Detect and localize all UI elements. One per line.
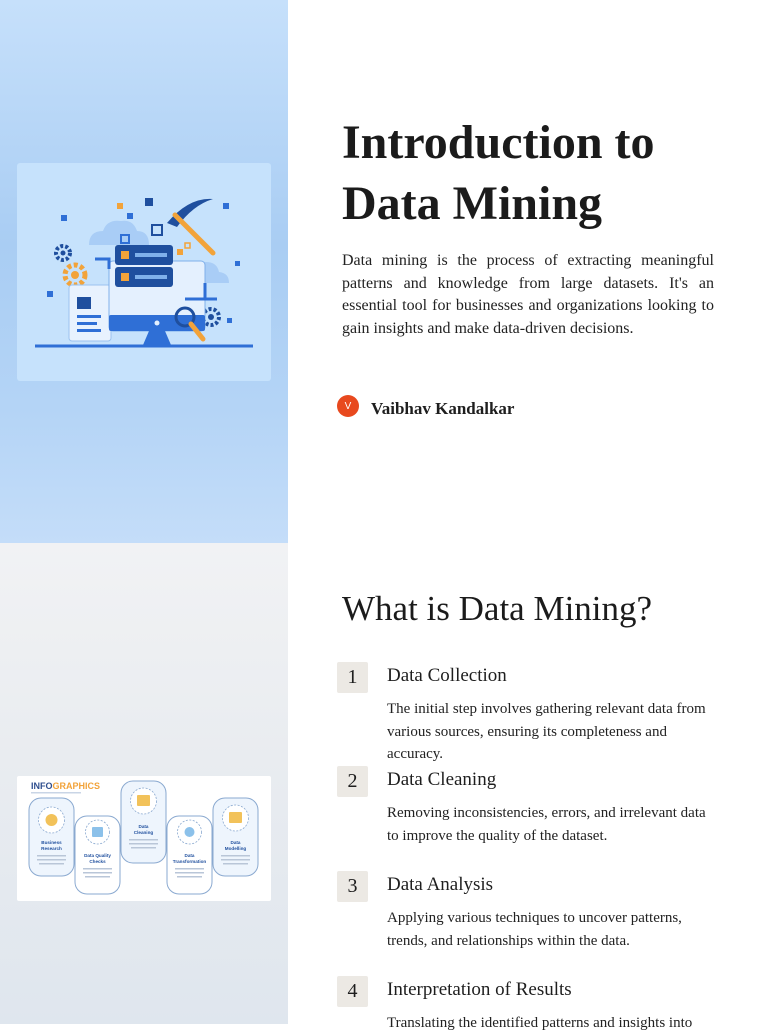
intro-description: Data mining is the process of extracting meaningful patterns and knowledge from large datasets. It's an essential tool for businesses and organizations looking to gain insights and make data-driven decisions.: [342, 252, 714, 337]
infographic-card-5-line1: Data: [230, 840, 241, 845]
step-number-badge: 3: [337, 871, 368, 902]
step-number-badge: 4: [337, 976, 368, 1007]
step-description: Applying various techniques to uncover patterns, trends, and relationships within the data.: [387, 910, 682, 949]
step-description: The initial step involves gathering relevant data from various sources, ensuring its completeness and accuracy.: [387, 701, 706, 763]
infographic-card-5-line2: Modelling: [224, 846, 247, 851]
infographic-card-1-line2: Research: [41, 846, 62, 851]
infographic-card-3-line1: Data: [138, 824, 149, 829]
step-title: Data Analysis: [387, 874, 494, 895]
infographic-heading-b: GRAPHICS: [52, 781, 101, 791]
page-title: Introduction to Data Mining: [342, 116, 655, 230]
infographic-card-1-line1: Business: [41, 840, 62, 845]
avatar[interactable]: V: [337, 395, 359, 417]
infographic-card-4-line2: Transformation: [172, 859, 207, 864]
section-title: What is Data Mining?: [342, 589, 653, 628]
infographic-graphic: [17, 776, 271, 901]
infographic-card-3-line2: Cleaning: [133, 830, 154, 835]
step-description: Removing inconsistencies, errors, and irrelevant data to improve the quality of the dataset.: [387, 805, 706, 844]
slide-what-is-data-mining: [0, 543, 768, 1031]
svg-text:INFOGRAPHICS: [31, 781, 100, 791]
slide-image-panel: [0, 543, 288, 1024]
slide-image-panel: [0, 0, 288, 543]
data-mining-illustration: [17, 163, 271, 381]
data-mining-illustration-graphic: [17, 163, 271, 381]
step-number-badge: 1: [337, 662, 368, 693]
author-name[interactable]: Vaibhav Kandalkar: [371, 399, 515, 418]
step-title: Interpretation of Results: [387, 979, 572, 1000]
step-description: Translating the identified patterns and insights into: [387, 1015, 693, 1031]
infographic-card-2-line1: Data Quality: [84, 853, 111, 858]
infographic-card-4-line1: Data: [184, 853, 195, 858]
infographic-image: [17, 776, 271, 901]
infographic-heading-a: INFO: [31, 781, 53, 791]
infographic-card-2-line2: Checks: [89, 859, 106, 864]
step-title: Data Cleaning: [387, 769, 497, 790]
step-number-badge: 2: [337, 766, 368, 797]
step-title: Data Collection: [387, 665, 507, 686]
author-byline[interactable]: [337, 394, 514, 418]
